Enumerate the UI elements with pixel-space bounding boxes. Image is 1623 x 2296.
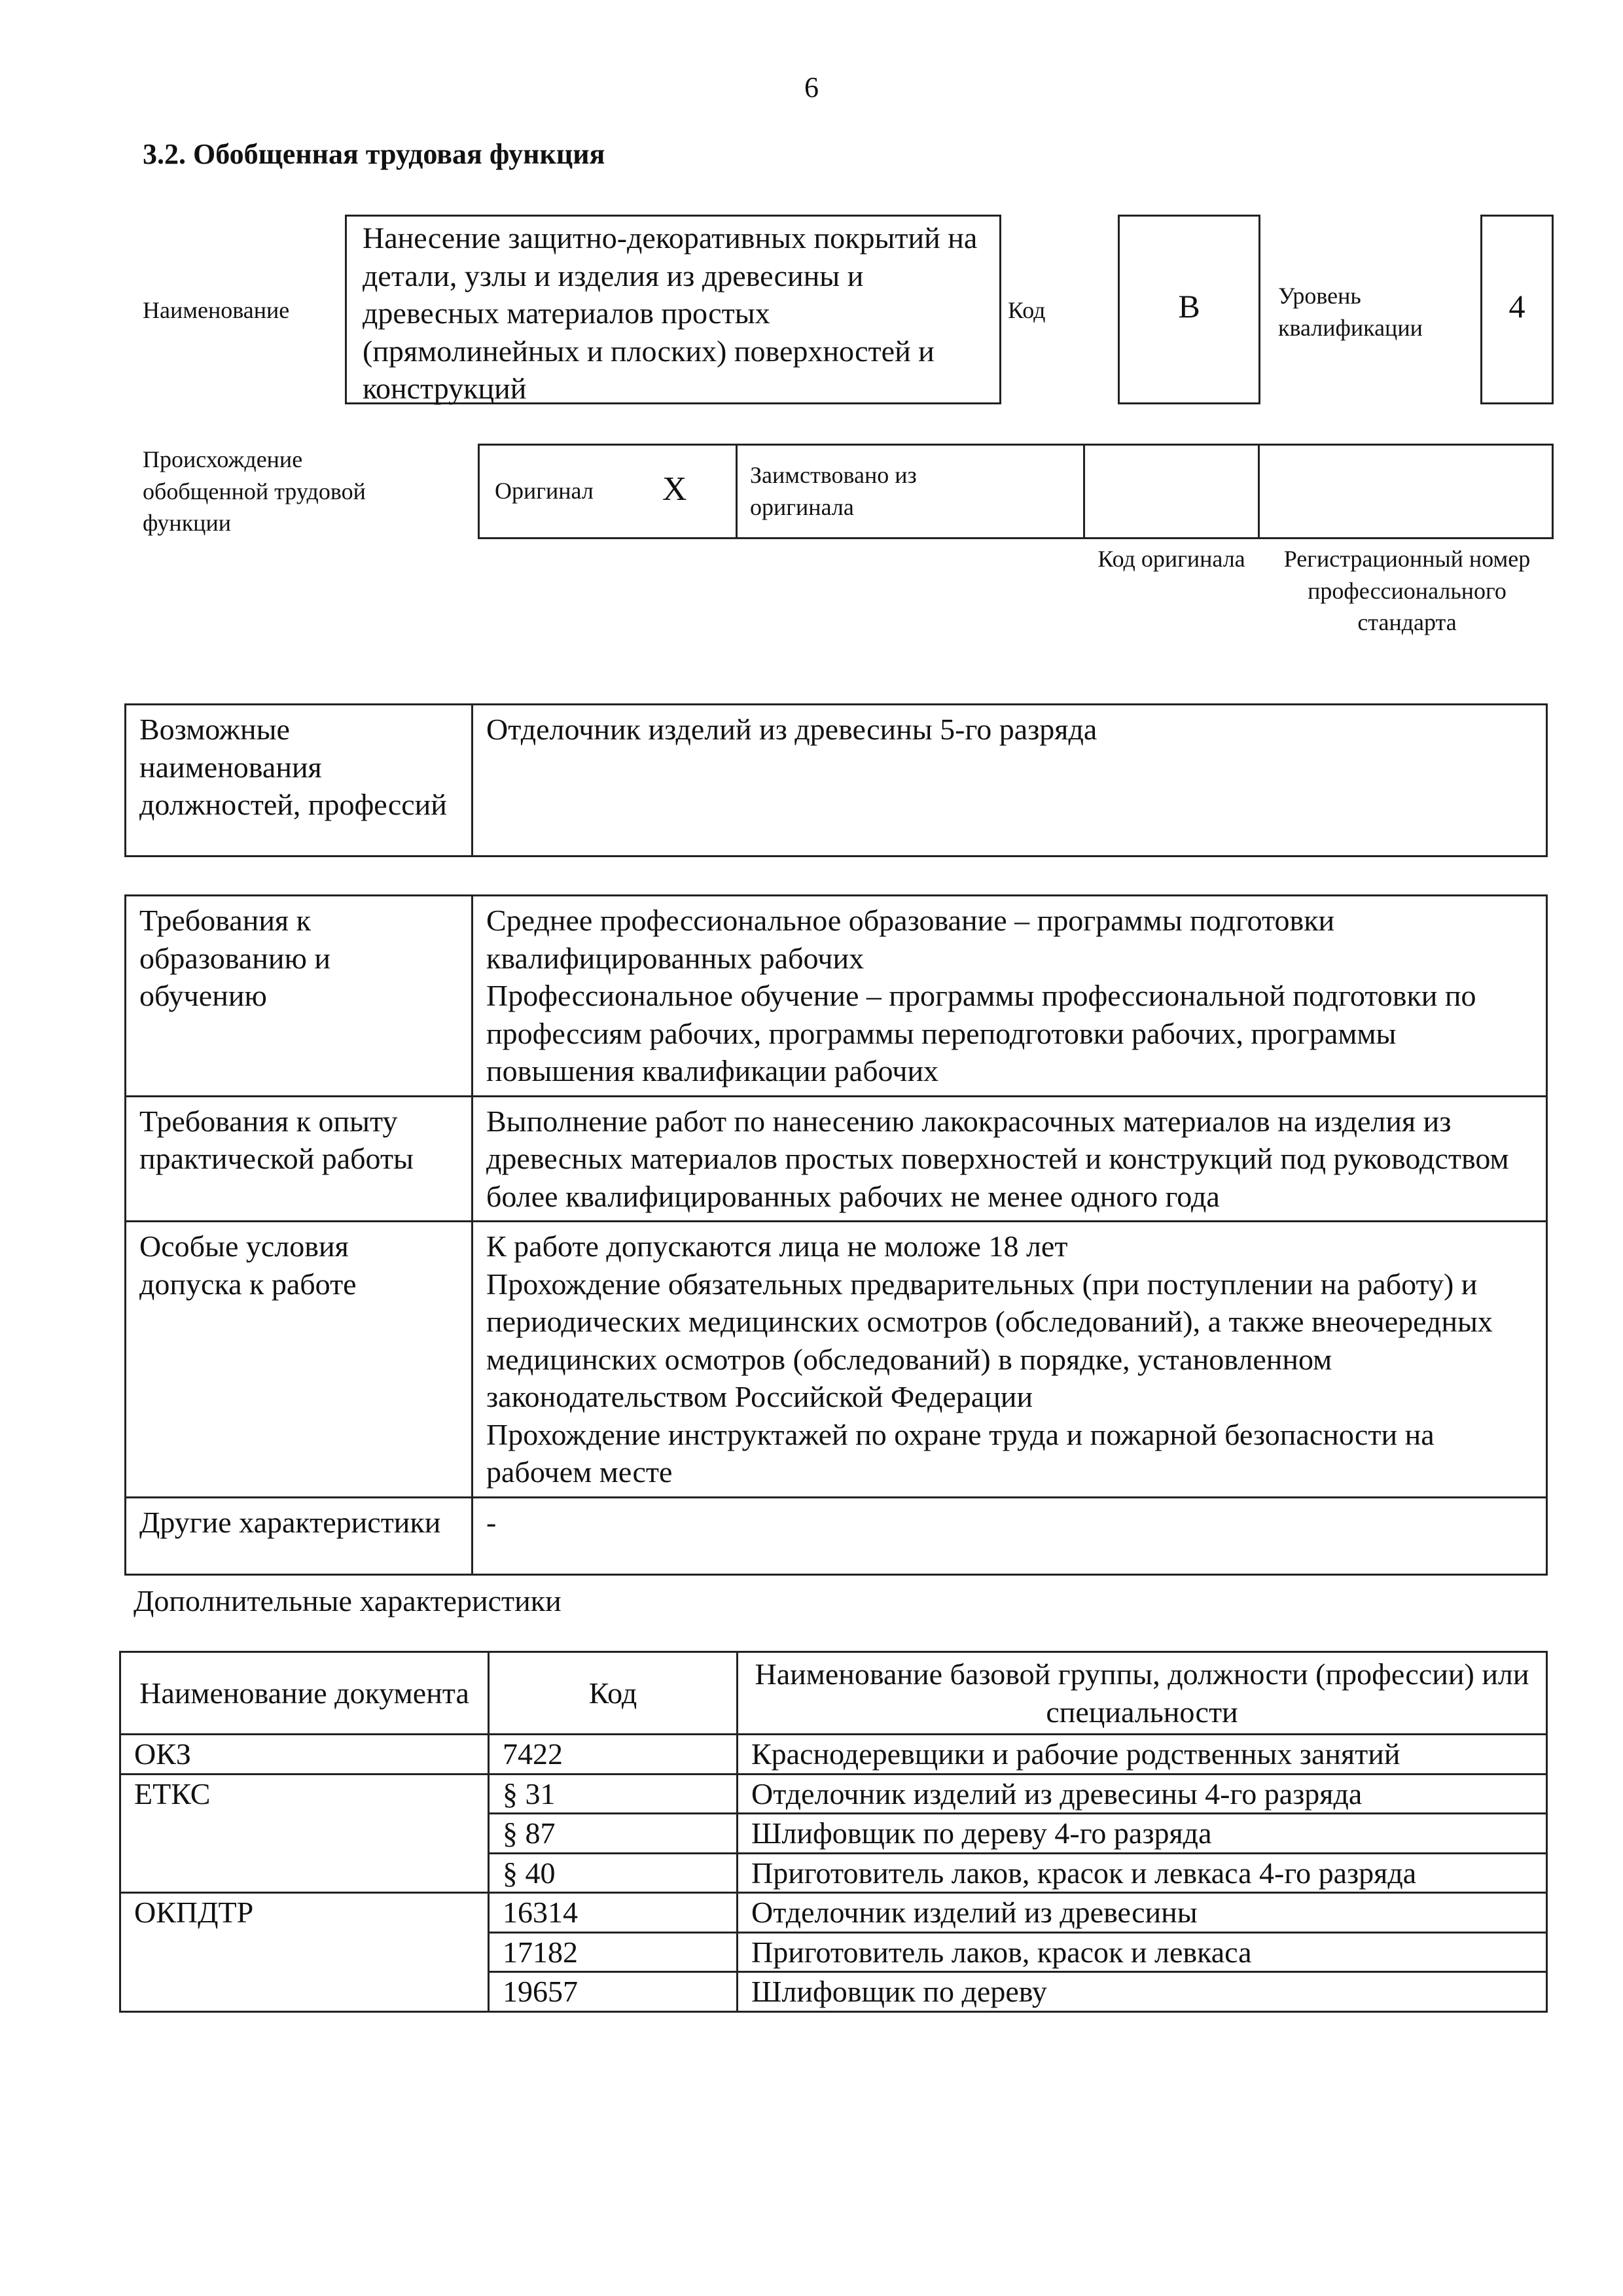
requirement-value [473, 896, 1547, 1097]
table-row [120, 1774, 1547, 1814]
cell-name: Отделочник изделий из древесины [738, 1893, 1547, 1933]
level-value: 4 [1508, 288, 1525, 325]
requirement-label: Особые условия допуска к работе [126, 1222, 473, 1498]
table-row [120, 1735, 1547, 1775]
origin-divider-3 [1258, 444, 1260, 539]
cell-doc: ОКЗ [120, 1735, 489, 1775]
requirement-row [126, 1222, 1547, 1498]
cell-code: § 87 [489, 1814, 738, 1854]
requirements-table [124, 894, 1548, 1576]
cell-code: 7422 [489, 1735, 738, 1775]
page-number: 6 [804, 71, 819, 103]
cell-name: Приготовитель лаков, красок и левкаса 4-го разряда [738, 1853, 1547, 1893]
header-doc: Наименование документа [120, 1652, 489, 1735]
origin-divider-2 [1083, 444, 1085, 539]
cell-name: Шлифовщик по дереву 4-го разряда [738, 1814, 1547, 1854]
requirement-value [473, 1096, 1547, 1222]
origin-divider-1 [736, 444, 738, 539]
additional-title: Дополнительные характеристики [134, 1584, 562, 1617]
cell-code: § 31 [489, 1774, 738, 1814]
cell-name: Отделочник изделий из древесины 4-го разряда [738, 1774, 1547, 1814]
cell-code: 19657 [489, 1972, 738, 2012]
section-title: 3.2. Обобщенная трудовая функция [143, 138, 605, 170]
cell-code: 16314 [489, 1893, 738, 1933]
requirement-row [126, 1497, 1547, 1574]
requirement-line: - [486, 1505, 497, 1539]
code-value: B [1178, 288, 1200, 325]
positions-value: Отделочник изделий из древесины 5-го разряда [473, 705, 1547, 857]
cell-name: Краснодеревщики и рабочие родственных занятий [738, 1735, 1547, 1775]
origin-reg-caption: Регистрационный номер профессионального стандарта [1283, 546, 1531, 636]
origin-original-mark: X [662, 470, 687, 508]
level-label: Уровень квалификации [1278, 283, 1423, 341]
cell-doc: ОКПДТР [120, 1893, 489, 2012]
requirement-label: Требования к образованию и обучению [126, 896, 473, 1097]
cell-name: Шлифовщик по дереву [738, 1972, 1547, 2012]
header-name: Наименование базовой группы, должности (профессии) или специальности [738, 1652, 1547, 1735]
positions-table [124, 703, 1548, 857]
requirement-line: Среднее профессиональное образование – программы подготовки квалифицированных рабочих [486, 904, 1335, 975]
cell-code: 17182 [489, 1932, 738, 1972]
requirement-label: Другие характеристики [126, 1497, 473, 1574]
additional-header-row [120, 1652, 1547, 1735]
origin-box [478, 444, 1554, 539]
additional-table [119, 1651, 1548, 2013]
requirement-line: Профессиональное обучение – программы профессиональной подготовки по профессиям рабочих, программы переподготовки рабочих, программы повышения квалификации рабочих [486, 979, 1476, 1087]
requirement-line: К работе допускаются лица не моложе 18 лет [486, 1229, 1068, 1263]
origin-label: Происхождение обобщенной трудовой функции [143, 446, 366, 537]
name-label: Наименование [143, 297, 290, 323]
requirement-label: Требования к опыту практической работы [126, 1096, 473, 1222]
origin-original-label: Оригинал [495, 478, 594, 504]
origin-code-caption: Код оригинала [1097, 546, 1245, 572]
requirement-line: Выполнение работ по нанесению лакокрасочных материалов на изделия из древесных материалов простых поверхностей и конструкций под руководством более квалифицированных рабочих не менее одного года [486, 1104, 1509, 1213]
cell-doc: ЕТКС [120, 1774, 489, 1893]
level-box [1480, 215, 1554, 404]
table-row [120, 1893, 1547, 1933]
requirement-line: Прохождение инструктажей по охране труда и пожарной безопасности на рабочем месте [486, 1417, 1435, 1489]
requirement-row [126, 896, 1547, 1097]
requirement-value [473, 1222, 1547, 1498]
name-box [345, 215, 1001, 404]
code-label: Код [1008, 297, 1046, 323]
code-box [1118, 215, 1260, 404]
requirement-line: Прохождение обязательных предварительных (при поступлении на работу) и периодических медицинских осмотров (обследований), а также внеочередных медицинских осмотров (обследований) в порядке, установленном законодательством Российской Федерации [486, 1267, 1493, 1413]
requirement-row [126, 1096, 1547, 1222]
origin-borrowed-label: Заимствовано из оригинала [750, 462, 917, 520]
positions-label: Возможные наименования должностей, профессий [126, 705, 473, 857]
cell-code: § 40 [489, 1853, 738, 1893]
cell-name: Приготовитель лаков, красок и левкаса [738, 1932, 1547, 1972]
requirement-value [473, 1497, 1547, 1574]
name-value: Нанесение защитно-декоративных покрытий на детали, узлы и изделия из древесины и древесных материалов простых (прямолинейных и плоских) поверхностей и конструкций [363, 221, 978, 405]
header-code: Код [489, 1652, 738, 1735]
